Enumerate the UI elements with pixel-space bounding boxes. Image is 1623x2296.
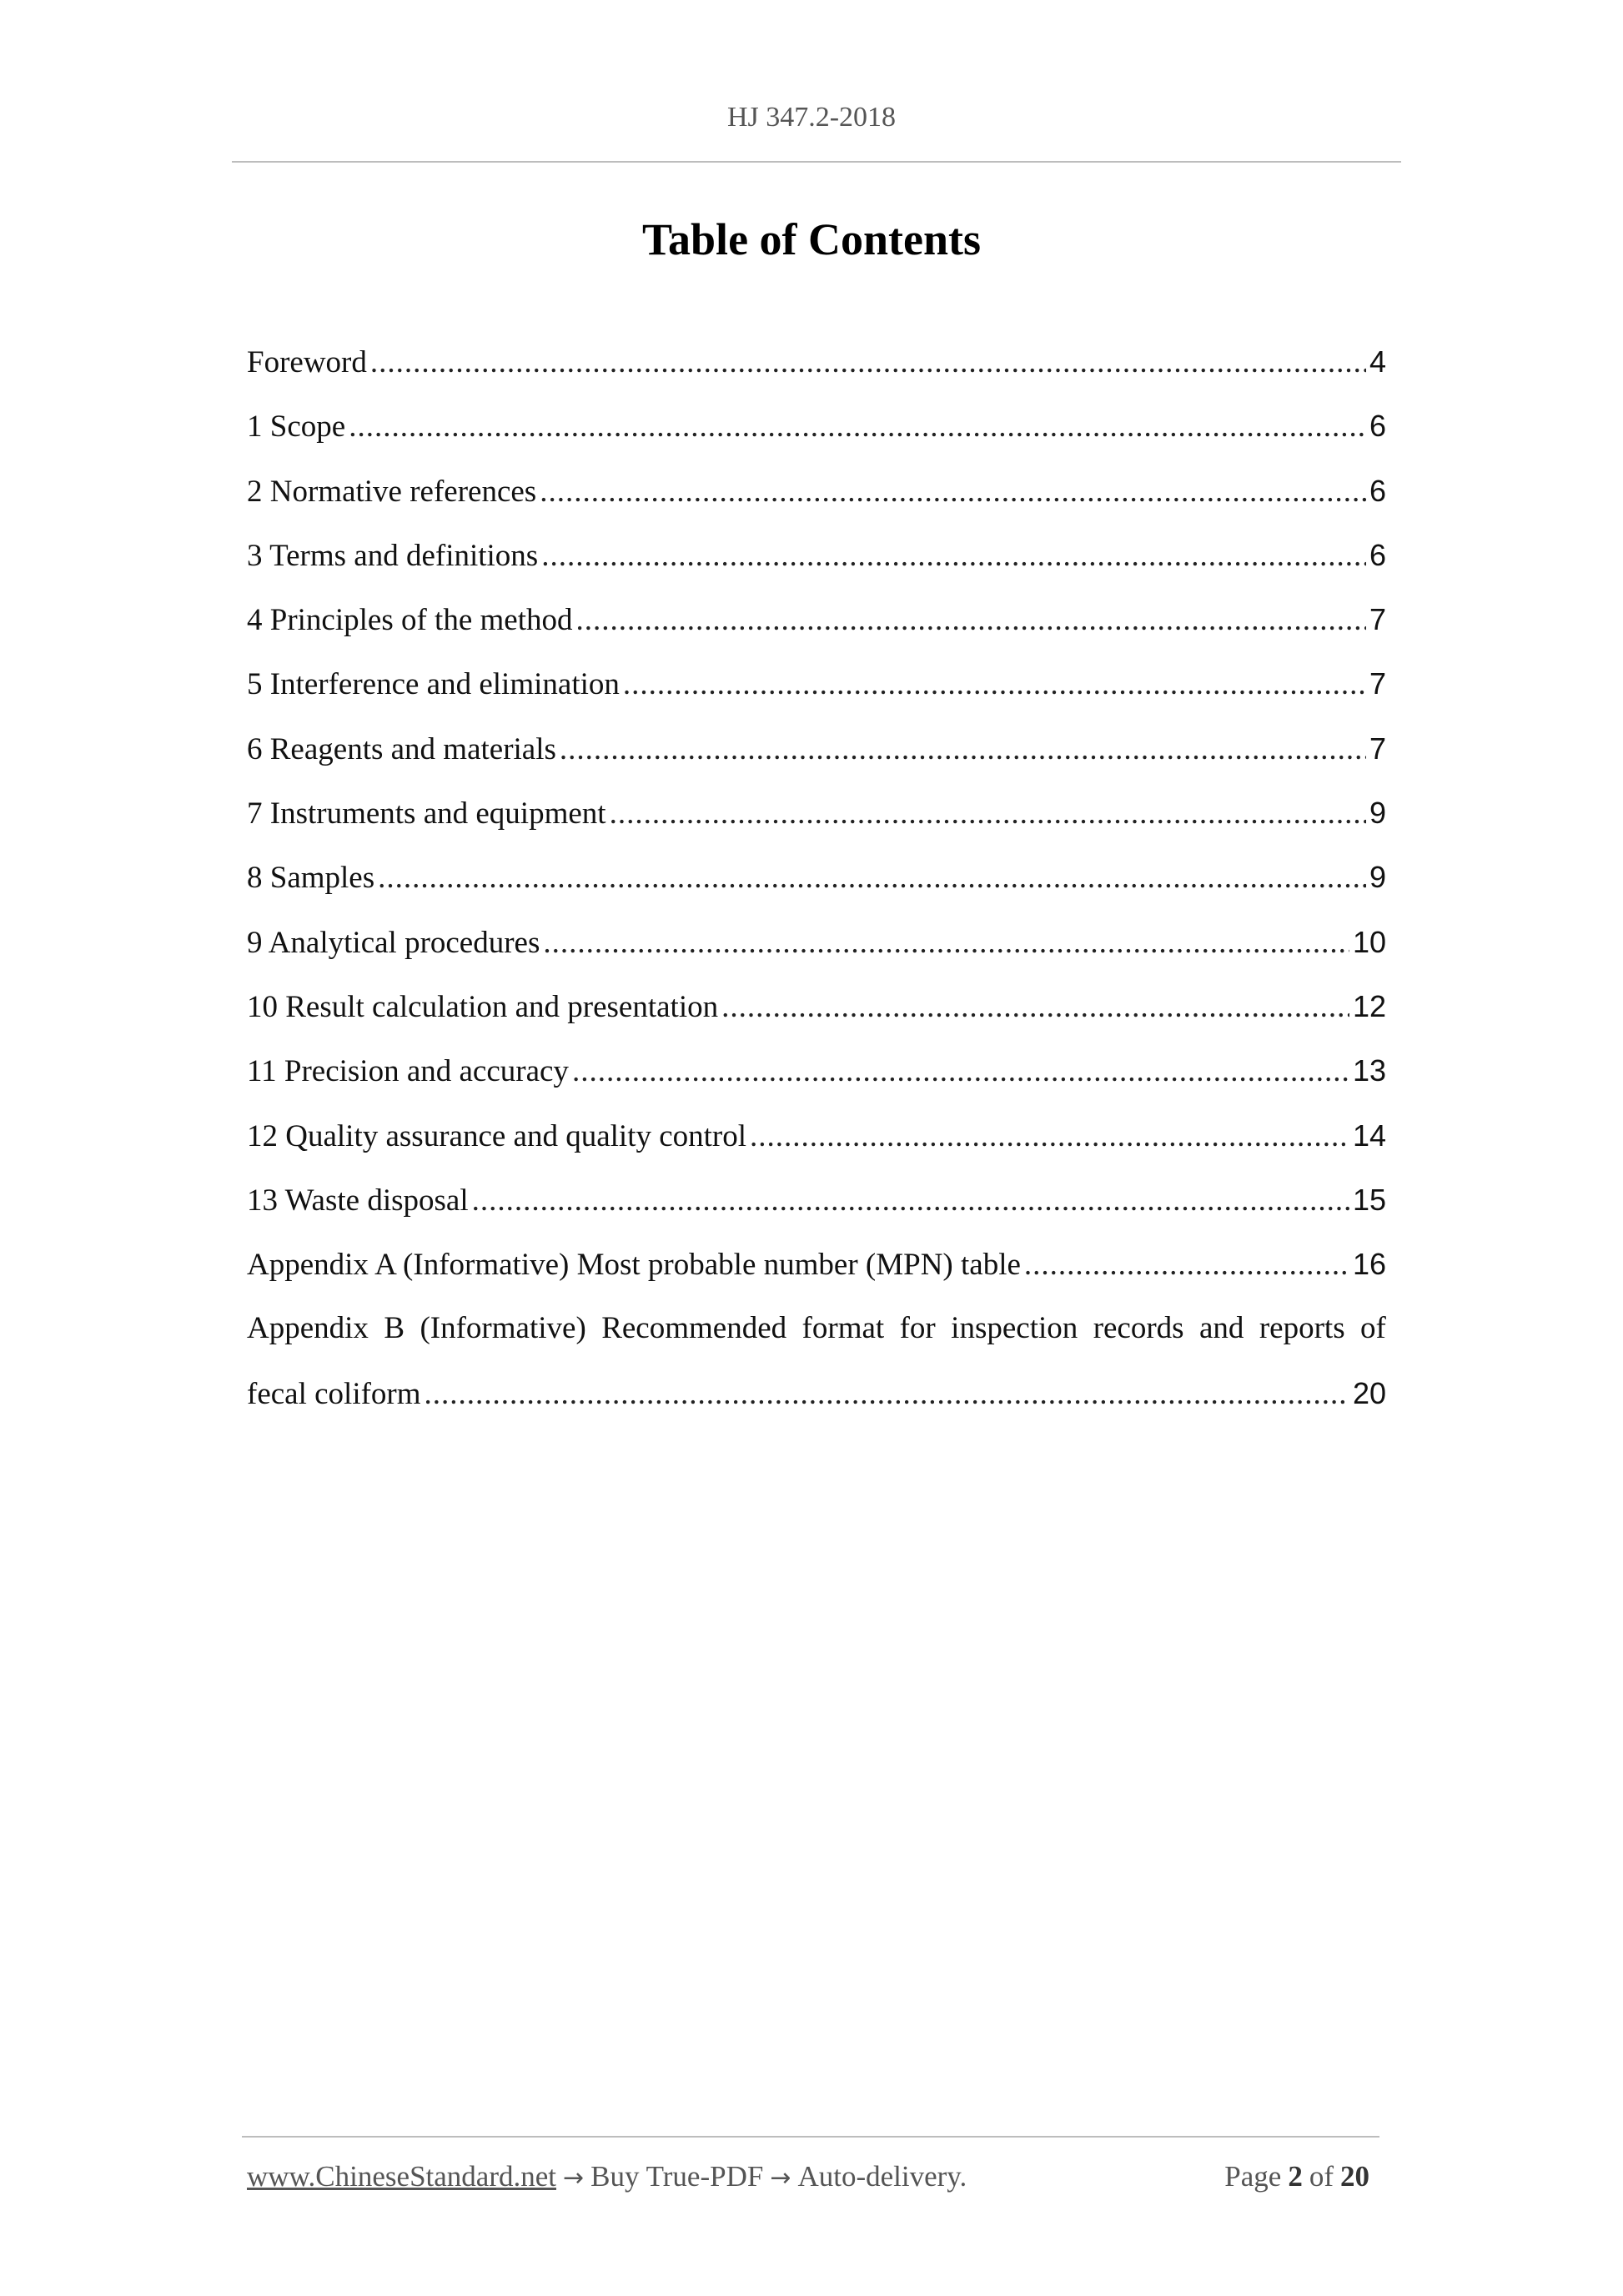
toc-entry-scope[interactable] <box>247 394 1386 458</box>
page-footer <box>247 2160 1376 2193</box>
toc-entry-page: 20 <box>1352 1375 1386 1410</box>
toc-entry-terms-definitions[interactable] <box>247 523 1386 587</box>
dot-leader <box>750 1104 1349 1168</box>
dot-leader <box>576 588 1366 652</box>
delivery-text: Auto-delivery. <box>797 2160 967 2193</box>
toc-entry-reagents[interactable] <box>247 716 1386 781</box>
toc-entry-label: 5 Interference and elimination <box>247 667 620 702</box>
toc-word: (Informative) <box>420 1311 586 1346</box>
toc-entry-label: 7 Instruments and equipment <box>247 796 606 831</box>
toc-word: and <box>1199 1311 1244 1346</box>
toc-word: records <box>1093 1311 1184 1346</box>
site-link[interactable]: www.ChineseStandard.net <box>247 2160 556 2193</box>
table-of-contents <box>247 329 1386 1425</box>
toc-entry-page: 10 <box>1352 924 1386 959</box>
dot-leader <box>370 330 1366 394</box>
page-total: 20 <box>1340 2160 1369 2193</box>
dot-leader <box>610 781 1366 846</box>
toc-entry-label: 9 Analytical procedures <box>247 925 540 960</box>
toc-entry-label-line1 <box>247 1296 1386 1360</box>
toc-entry-appendix-a[interactable] <box>247 1232 1386 1296</box>
toc-entry-normative-references[interactable] <box>247 459 1386 523</box>
dot-leader <box>1024 1233 1349 1297</box>
toc-entry-page: 9 <box>1369 796 1386 831</box>
toc-word: of <box>1360 1311 1386 1346</box>
toc-entry-label: 6 Reagents and materials <box>247 731 556 766</box>
dot-leader <box>425 1362 1349 1426</box>
toc-entry-foreword[interactable] <box>247 329 1386 394</box>
toc-entry-page: 13 <box>1352 1053 1386 1088</box>
dot-leader <box>378 846 1366 910</box>
toc-entry-samples[interactable] <box>247 845 1386 909</box>
page-indicator <box>1224 2160 1376 2193</box>
dot-leader <box>349 394 1366 459</box>
toc-entry-page: 15 <box>1352 1182 1386 1217</box>
toc-entry-label: 8 Samples <box>247 861 375 896</box>
toc-entry-label: 13 Waste disposal <box>247 1183 469 1218</box>
toc-entry-page: 7 <box>1369 666 1386 701</box>
page-current: 2 <box>1288 2160 1303 2193</box>
arrow-right-icon: → <box>770 2163 791 2193</box>
toc-entry-label: 12 Quality assurance and quality control <box>247 1118 747 1153</box>
dot-leader <box>560 717 1366 781</box>
toc-word: reports <box>1259 1311 1345 1346</box>
dot-leader <box>540 460 1366 524</box>
toc-entry-page: 6 <box>1369 537 1386 572</box>
toc-entry-label: 10 Result calculation and presentation <box>247 989 719 1024</box>
dot-leader <box>721 975 1349 1039</box>
toc-entry-line2 <box>247 1361 1386 1425</box>
page-label: Page <box>1224 2160 1282 2193</box>
buy-text: Buy True-PDF <box>590 2160 764 2193</box>
document-code: HJ 347.2-2018 <box>726 102 897 133</box>
toc-entry-page: 6 <box>1369 473 1386 508</box>
toc-entry-appendix-b[interactable] <box>247 1296 1386 1425</box>
dot-leader <box>472 1168 1349 1233</box>
toc-word: inspection <box>951 1311 1078 1346</box>
toc-entry-page: 16 <box>1352 1247 1386 1282</box>
toc-entry-label: 1 Scope <box>247 409 346 445</box>
page-of: of <box>1309 2160 1334 2193</box>
toc-entry-label: Appendix A (Informative) Most probable number (MPN) table <box>247 1248 1021 1283</box>
toc-entry-analytical-procedures[interactable] <box>247 910 1386 974</box>
toc-entry-page: 9 <box>1369 860 1386 895</box>
toc-word: B <box>384 1311 405 1346</box>
dot-leader <box>541 524 1366 588</box>
dot-leader <box>623 652 1366 716</box>
toc-entry-page: 14 <box>1352 1118 1386 1153</box>
toc-word: Appendix <box>247 1311 369 1346</box>
toc-entry-result-calculation[interactable] <box>247 974 1386 1038</box>
toc-entry-page: 6 <box>1369 409 1386 444</box>
toc-word: for <box>899 1311 936 1346</box>
toc-entry-label: Foreword <box>247 345 367 379</box>
toc-word: Recommended <box>601 1311 787 1346</box>
toc-word: format <box>801 1311 885 1346</box>
toc-entry-page: 7 <box>1369 731 1386 766</box>
toc-entry-interference[interactable] <box>247 651 1386 716</box>
header-divider <box>232 161 1401 163</box>
toc-entry-instruments[interactable] <box>247 781 1386 845</box>
toc-entry-page: 4 <box>1369 344 1386 379</box>
toc-entry-precision-accuracy[interactable] <box>247 1038 1386 1103</box>
page-title: Table of Contents <box>641 214 982 264</box>
toc-entry-quality-assurance[interactable] <box>247 1103 1386 1168</box>
toc-entry-label: 4 Principles of the method <box>247 603 573 638</box>
toc-entry-page: 12 <box>1352 988 1386 1023</box>
dot-leader <box>572 1039 1349 1103</box>
footer-divider <box>242 2136 1379 2138</box>
toc-entry-label: fecal coliform <box>247 1376 421 1411</box>
toc-entry-principles[interactable] <box>247 587 1386 651</box>
toc-entry-waste-disposal[interactable] <box>247 1168 1386 1232</box>
dot-leader <box>543 911 1349 975</box>
toc-entry-label: 2 Normative references <box>247 474 537 509</box>
toc-entry-label: 11 Precision and accuracy <box>247 1054 569 1089</box>
footer-promo <box>247 2160 967 2193</box>
toc-entry-label: 3 Terms and definitions <box>247 538 539 573</box>
toc-entry-page: 7 <box>1369 602 1386 637</box>
arrow-right-icon: → <box>563 2163 585 2193</box>
